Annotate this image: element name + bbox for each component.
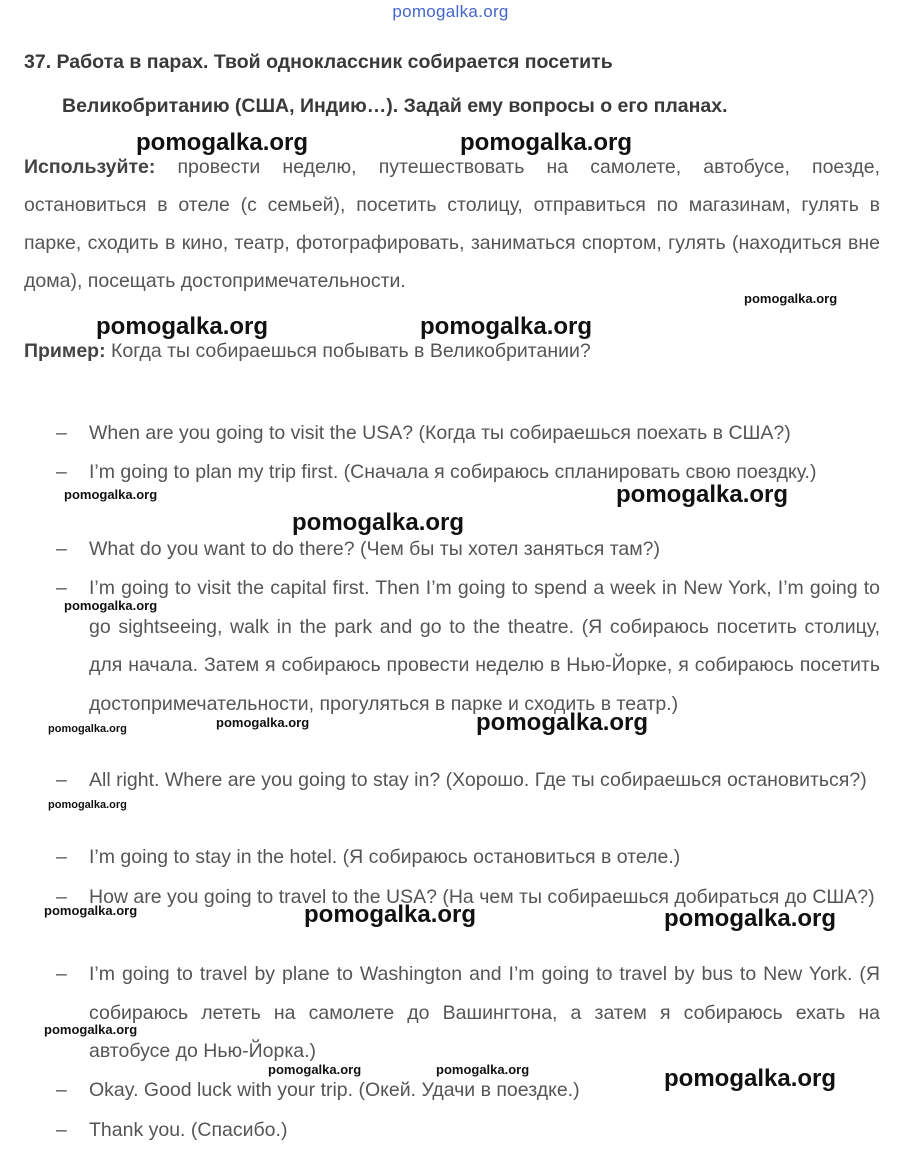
watermark: pomogalka.org xyxy=(96,313,269,340)
dialogue-text: Okay. Good luck with your trip. (Окей. Удачи в поездке.) xyxy=(89,1079,580,1101)
dialogue-dash: – xyxy=(56,846,67,868)
watermark: pomogalka.org xyxy=(292,509,465,536)
dialogue-dash: – xyxy=(56,963,67,985)
task-line-1: 37. Работа в парах. Твой одноклассник собирается посетить xyxy=(24,51,613,73)
watermark: pomogalka.org xyxy=(216,715,310,730)
watermark: pomogalka.org xyxy=(64,487,158,502)
watermark: pomogalka.org xyxy=(44,1022,138,1037)
example-line xyxy=(24,340,591,363)
dialogue-dash: – xyxy=(56,538,67,560)
watermark: pomogalka.org xyxy=(44,903,138,918)
dialogue-text: How are you going to travel to the USA? (На чем ты собираешься добираться до США?) xyxy=(89,886,875,908)
dialogue-text: What do you want to do there? (Чем бы ты хотел заняться там?) xyxy=(89,538,661,560)
dialogue-line xyxy=(56,414,880,453)
dialogue-text: I’m going to plan my trip first. (Сначала я собираюсь спланировать свою поездку.) xyxy=(89,461,817,483)
watermark: pomogalka.org xyxy=(48,799,127,811)
watermark: pomogalka.org xyxy=(744,291,838,306)
example-label: Пример: xyxy=(24,340,106,362)
dialogue-text: I’m going to stay in the hotel. (Я собираюсь остановиться в отеле.) xyxy=(89,846,681,868)
use-label: Используйте: xyxy=(24,156,156,178)
watermark: pomogalka.org xyxy=(420,313,593,340)
dialogue-dash: – xyxy=(56,886,67,908)
dialogue-line xyxy=(56,761,880,800)
watermark: pomogalka.org xyxy=(436,1062,530,1077)
dialogue-dash: – xyxy=(56,769,67,791)
dialogue-dash: – xyxy=(56,1119,67,1141)
task-line-2: Великобританию (США, Индию…). Задай ему вопросы о его планах. xyxy=(62,95,728,117)
dialogue-dash: – xyxy=(56,422,67,444)
dialogue-dash: – xyxy=(56,577,67,599)
dialogue-text: I’m going to visit the capital first. Then I’m going to spend a week in New York, I’m going to go sightseeing, walk in the park and go to the theatre. (Я собираюсь посетить столицу, для начала. Затем я собираюсь провести неделю в Нью-Йорке, я собираюсь посетить достопримечательности, прогуляться в парке и сходить в театр.) xyxy=(89,577,880,715)
dialogue-text: When are you going to visit the USA? (Когда ты собираешься поехать в США?) xyxy=(89,422,791,444)
example-text: Когда ты собираешься побывать в Великобритании? xyxy=(111,340,591,362)
watermark: pomogalka.org xyxy=(460,129,633,156)
task-heading xyxy=(24,40,884,128)
watermark: pomogalka.org xyxy=(268,1062,362,1077)
watermark: pomogalka.org xyxy=(616,481,789,508)
use-text: провести неделю, путешествовать на самолете, автобусе, поезде, остановиться в отеле (с семьей), посетить столицу, отправиться по магазинам, гулять в парке, сходить в кино, театр, фотографировать, заниматься спортом, гулять (находиться вне дома), посещать достопримечательности. xyxy=(24,156,881,292)
dialogue-dash: – xyxy=(56,1079,67,1101)
watermark: pomogalka.org xyxy=(48,723,127,735)
watermark: pomogalka.org xyxy=(304,901,477,928)
watermark: pomogalka.org xyxy=(664,1065,837,1092)
watermark: pomogalka.org xyxy=(64,598,158,613)
dialogue-line xyxy=(56,530,880,569)
header-watermark-link[interactable]: pomogalka.org xyxy=(392,2,509,21)
watermark: pomogalka.org xyxy=(476,709,649,736)
watermark: pomogalka.org xyxy=(664,905,837,932)
dialogue-line xyxy=(56,569,880,723)
dialogue-dash: – xyxy=(56,461,67,483)
dialogue-line xyxy=(56,1111,880,1150)
dialogue-text: All right. Where are you going to stay in? (Хорошо. Где ты собираешься остановиться?) xyxy=(89,769,867,791)
use-paragraph xyxy=(24,148,880,300)
dialogue-line xyxy=(56,955,880,1071)
dialogue-line xyxy=(56,838,880,877)
watermark: pomogalka.org xyxy=(136,129,309,156)
dialogue-text: Thank you. (Спасибо.) xyxy=(89,1119,288,1141)
dialogue-text: I’m going to travel by plane to Washington and I’m going to travel by bus to New York. (Я собираюсь лететь на самолете до Вашингтона, а затем я собираюсь ехать на автобусе до Нью-Йорка.) xyxy=(89,963,880,1062)
